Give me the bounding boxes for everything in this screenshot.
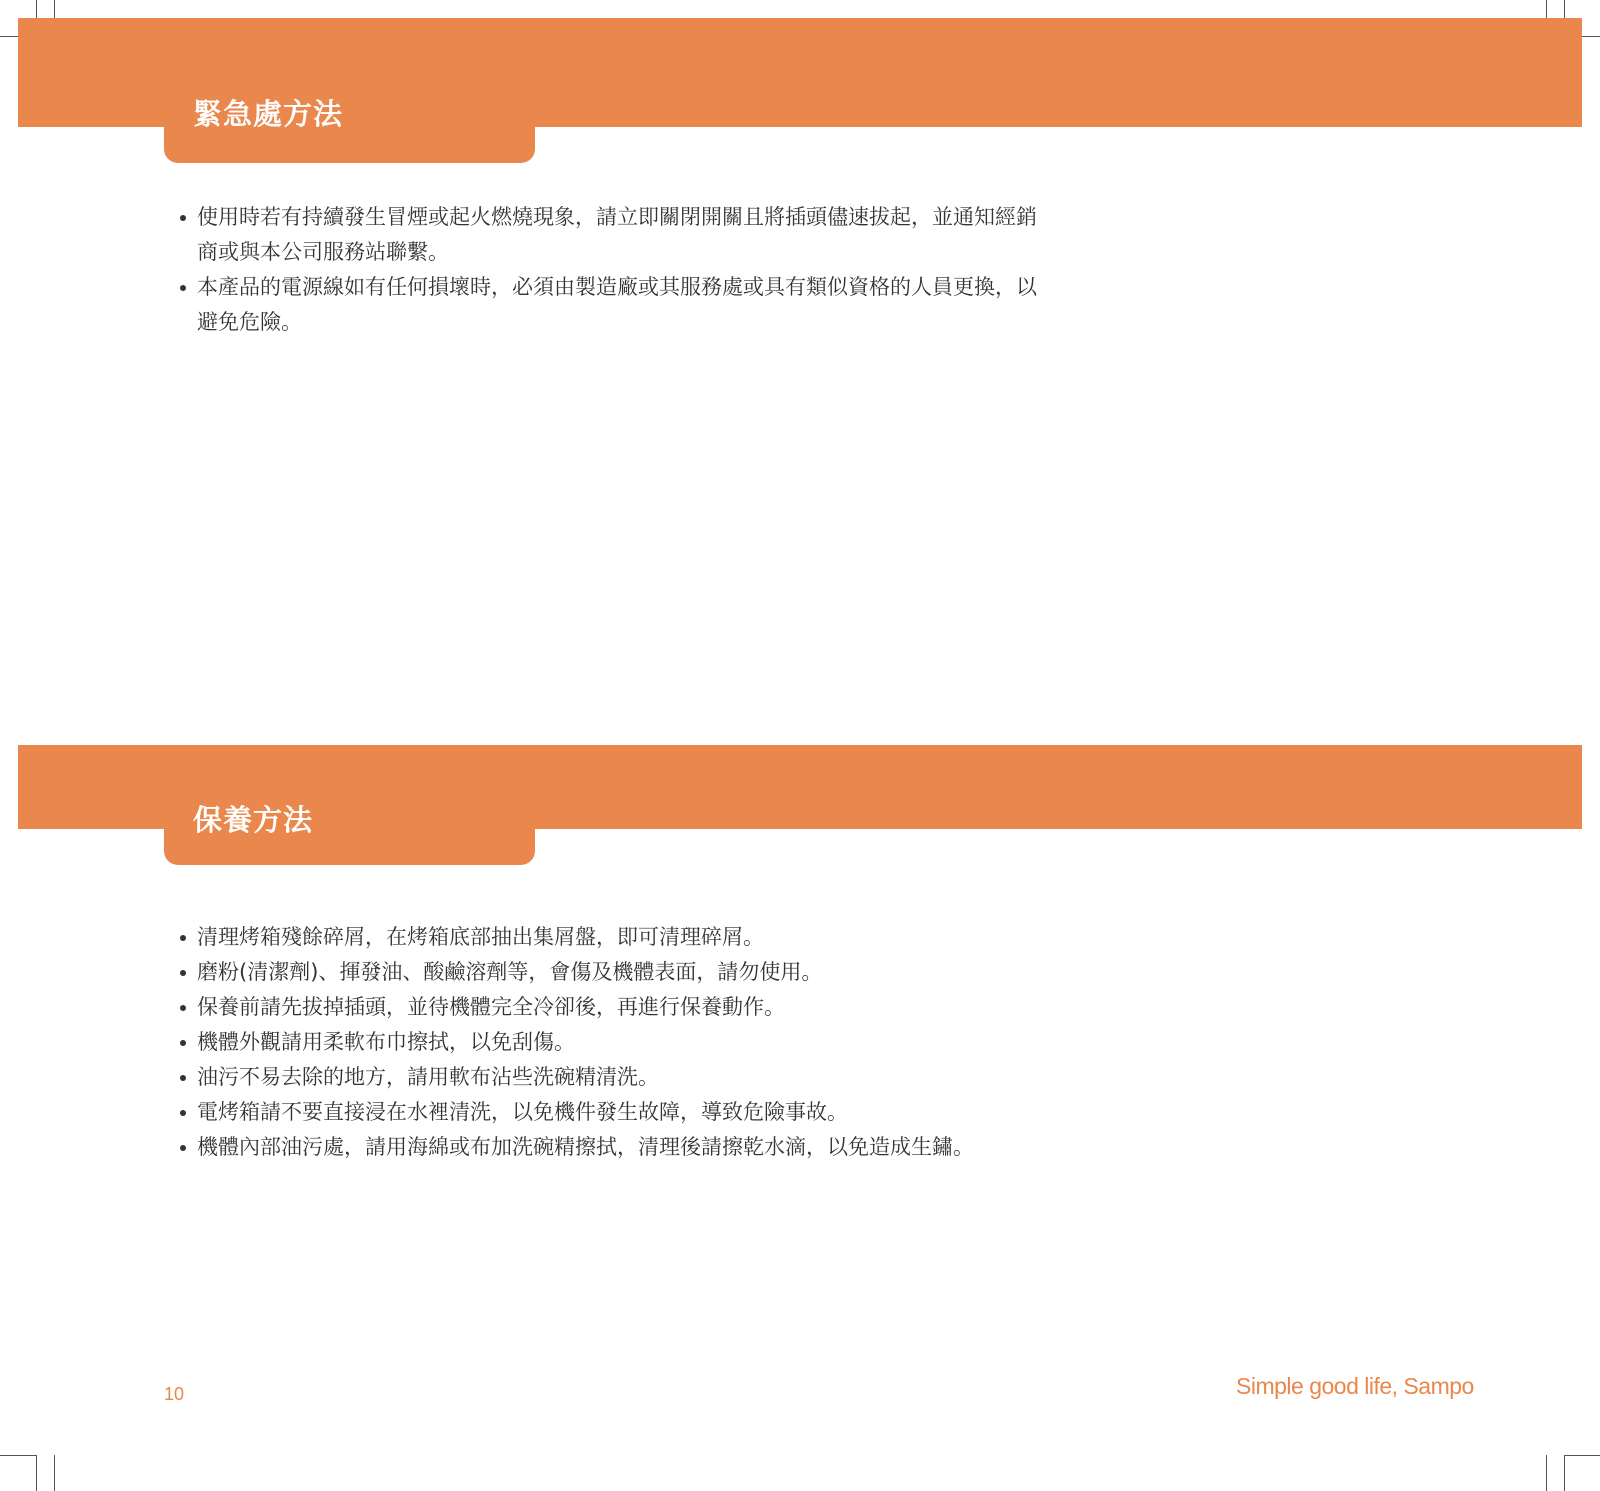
list-item: 磨粉(清潔劑)、揮發油、酸鹼溶劑等，會傷及機體表面，請勿使用。	[178, 955, 1138, 990]
maintenance-list	[178, 920, 1138, 1165]
maintenance-title: 保養方法	[193, 803, 314, 837]
list-item: 本產品的電源線如有任何損壞時，必須由製造廠或其服務處或具有類似資格的人員更換，以避免危險。	[178, 270, 1038, 340]
list-item: 清理烤箱殘餘碎屑，在烤箱底部抽出集屑盤，即可清理碎屑。	[178, 920, 1138, 955]
brand-tagline: Simple good life, Sampo	[1236, 1373, 1474, 1399]
list-item: 油污不易去除的地方，請用軟布沾些洗碗精清洗。	[178, 1060, 1138, 1095]
list-item: 電烤箱請不要直接浸在水裡清洗，以免機件發生故障，導致危險事故。	[178, 1095, 1138, 1130]
list-item: 使用時若有持續發生冒煙或起火燃燒現象，請立即關閉開關且將插頭儘速拔起，並通知經銷商或與本公司服務站聯繫。	[178, 200, 1038, 270]
crop-mark	[1564, 1455, 1565, 1491]
list-item: 保養前請先拔掉插頭，並待機體完全冷卻後，再進行保養動作。	[178, 990, 1138, 1025]
crop-mark	[54, 1455, 55, 1491]
list-item: 機體內部油污處，請用海綿或布加洗碗精擦拭，清理後請擦乾水滴，以免造成生鏽。	[178, 1130, 1138, 1165]
emergency-list	[178, 200, 1038, 340]
page-number: 10	[164, 1384, 185, 1404]
crop-mark	[0, 1455, 36, 1456]
crop-mark	[36, 1455, 37, 1491]
list-item: 機體外觀請用柔軟布巾擦拭，以免刮傷。	[178, 1025, 1138, 1060]
crop-mark	[1546, 1455, 1547, 1491]
crop-mark	[1564, 1455, 1600, 1456]
emergency-title: 緊急處方法	[193, 97, 344, 131]
